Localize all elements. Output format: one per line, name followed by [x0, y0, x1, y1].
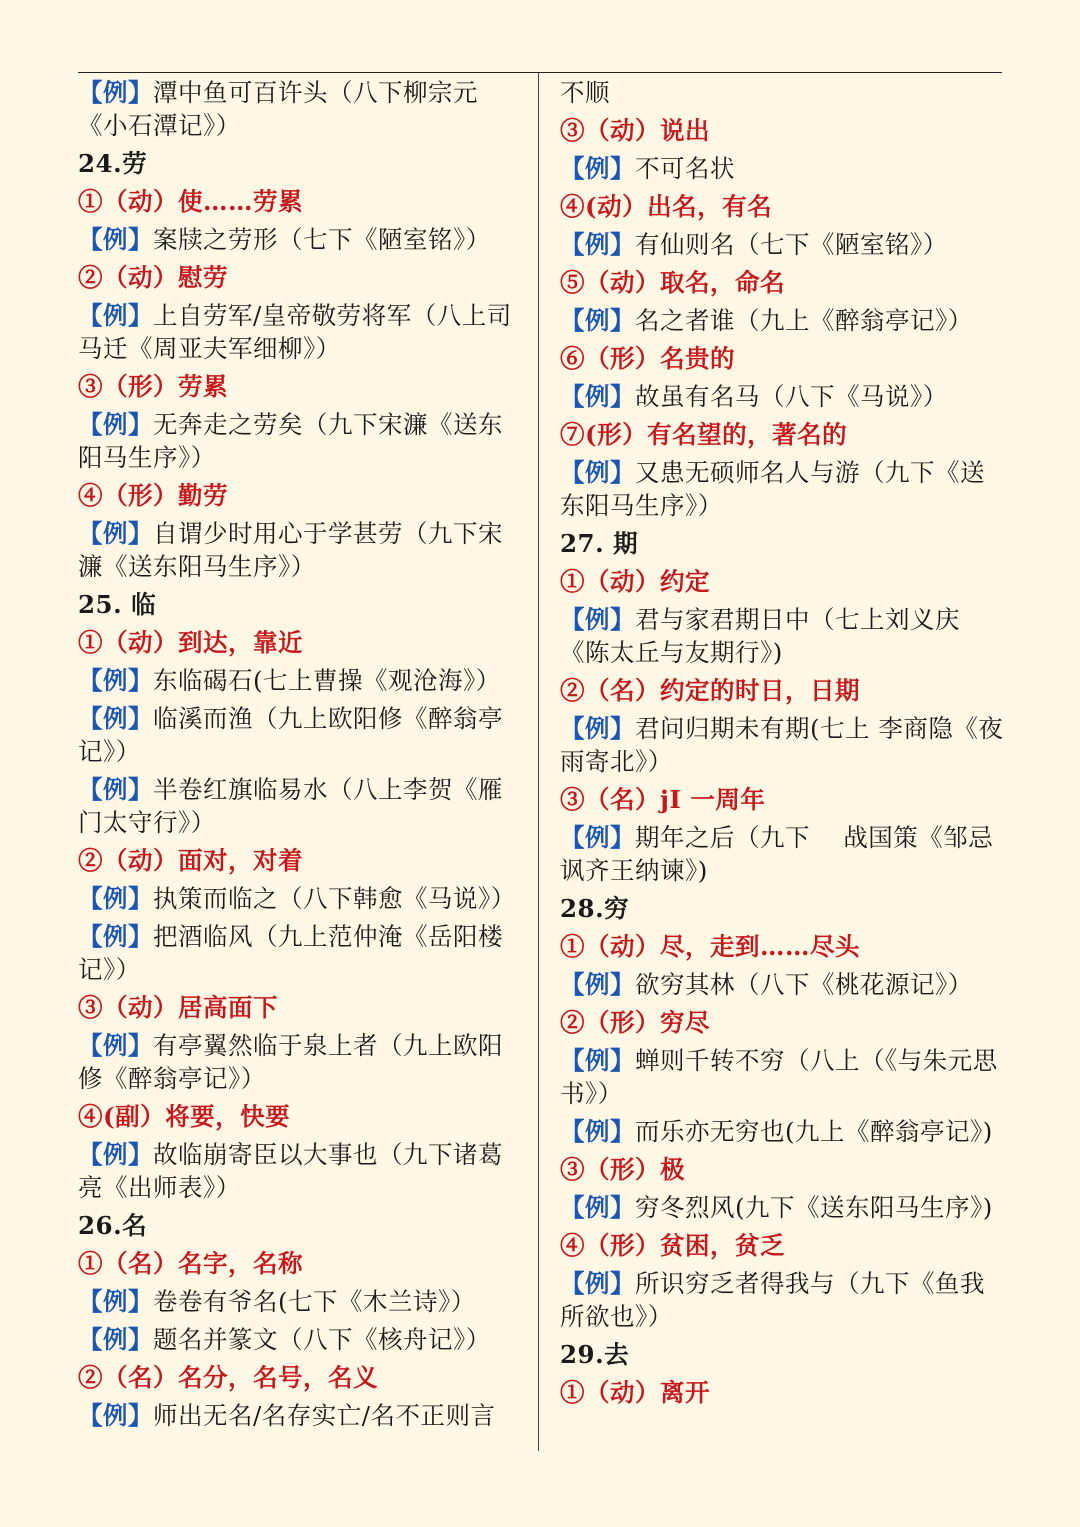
- example-text: 卷卷有爷名(七下《木兰诗》）: [153, 1287, 476, 1316]
- example-line: [560, 1044, 1006, 1110]
- example-tag: 【例】: [560, 458, 635, 487]
- left-column: [78, 76, 524, 1437]
- example-tag: 【例】: [560, 306, 635, 335]
- sense-line: ④(动）出名，有名: [560, 192, 773, 221]
- example-tag: 【例】: [78, 1287, 153, 1316]
- example-tag: 【例】: [78, 410, 153, 439]
- example-tag: 【例】: [78, 519, 153, 548]
- entry-heading: 26.名: [78, 1211, 148, 1240]
- top-rule: [78, 72, 1002, 73]
- sense-line: ①（名）名字，名称: [78, 1249, 303, 1278]
- example-line: [560, 821, 1006, 887]
- example-tag: 【例】: [560, 1193, 635, 1222]
- example-text: 师出无名/名存实亡/名不正则言: [153, 1401, 496, 1430]
- example-line: [560, 380, 1006, 413]
- example-line: [78, 664, 524, 697]
- example-line: [78, 1399, 524, 1432]
- example-text: 上自劳军/皇帝敬劳将军（八上司马迁《周亚夫军细柳》）: [78, 301, 512, 363]
- example-tag: 【例】: [78, 1031, 153, 1060]
- example-line: [560, 1191, 1006, 1224]
- example-line: [560, 712, 1006, 778]
- entry-heading: 25. 临: [78, 590, 157, 619]
- example-text: 执策而临之（八下韩愈《马说》）: [153, 884, 516, 913]
- example-text: 又患无硕师名人与游（九下《送东阳马生序》）: [560, 458, 985, 520]
- example-text: 不可名状: [635, 154, 735, 183]
- sense-line: ③（形）极: [560, 1155, 685, 1184]
- example-text: 潭中鱼可百许头（八下柳宗元《小石潭记》）: [78, 78, 478, 140]
- entry-heading: 27. 期: [560, 529, 639, 558]
- example-line: [560, 1267, 1006, 1333]
- right-column: [560, 76, 1006, 1414]
- example-tag: 【例】: [78, 1325, 153, 1354]
- sense-line: ④（形）贫困，贫乏: [560, 1231, 785, 1260]
- example-text: 有亭翼然临于泉上者（九上欧阳修《醉翁亭记》）: [78, 1031, 503, 1093]
- example-tag: 【例】: [560, 1269, 635, 1298]
- example-line: [78, 76, 524, 142]
- example-text: 自谓少时用心于学甚劳（九下宋濂《送东阳马生序》）: [78, 519, 503, 581]
- sense-line: ②（名）约定的时日，日期: [560, 676, 860, 705]
- example-line: [78, 773, 524, 839]
- example-tag: 【例】: [560, 714, 635, 743]
- example-tag: 【例】: [78, 884, 153, 913]
- example-tag: 【例】: [560, 1046, 635, 1075]
- example-line: [560, 968, 1006, 1001]
- example-line: [78, 223, 524, 256]
- example-line: [78, 920, 524, 986]
- example-tag: 【例】: [78, 922, 153, 951]
- example-line: [78, 1285, 524, 1318]
- example-line: [78, 1029, 524, 1095]
- sense-line: ②（名）名分，名号，名义: [78, 1363, 378, 1392]
- example-text: 所识穷乏者得我与（九下《鱼我所欲也》）: [560, 1269, 985, 1331]
- example-line: [78, 517, 524, 583]
- example-text: 案牍之劳形（七下《陋室铭》）: [153, 225, 491, 254]
- example-tag: 【例】: [78, 78, 153, 107]
- sense-line: ①（动）使……劳累: [78, 187, 303, 216]
- sense-line: ⑦(形）有名望的，著名的: [560, 420, 848, 449]
- example-text: 题名并篆文（八下《核舟记》）: [153, 1325, 491, 1354]
- sense-line: ②（形）穷尽: [560, 1008, 710, 1037]
- example-tag: 【例】: [78, 775, 153, 804]
- example-line: [78, 1323, 524, 1356]
- sense-line: ③（动）居高面下: [78, 993, 278, 1022]
- sense-line: ④(副）将要，快要: [78, 1102, 291, 1131]
- example-tag: 【例】: [560, 970, 635, 999]
- example-line: [560, 228, 1006, 261]
- column-divider: [538, 73, 539, 1451]
- sense-line: ⑤（动）取名，命名: [560, 268, 785, 297]
- example-line: [560, 152, 1006, 185]
- sense-line: ①（动）约定: [560, 567, 710, 596]
- example-text: 临溪而渔（九上欧阳修《醉翁亭记》）: [78, 704, 503, 766]
- example-line: [78, 882, 524, 915]
- example-tag: 【例】: [560, 1117, 635, 1146]
- example-text: 穷冬烈风(九下《送东阳马生序》): [635, 1193, 993, 1222]
- sense-line: ④（形）勤劳: [78, 481, 228, 510]
- example-text: 无奔走之劳矣（九下宋濂《送东阳马生序》）: [78, 410, 503, 472]
- example-line: [560, 456, 1006, 522]
- example-tag: 【例】: [78, 704, 153, 733]
- example-tag: 【例】: [78, 301, 153, 330]
- example-line: [78, 299, 524, 365]
- example-tag: 【例】: [78, 1401, 153, 1430]
- example-text: 蝉则千转不穷（八上（《与朱元思书》）: [560, 1046, 998, 1108]
- example-text: 有仙则名（七下《陋室铭》）: [635, 230, 948, 259]
- example-text: 东临碣石(七上曹操《观沧海》）: [153, 666, 501, 695]
- continuation-line: 不顺: [560, 78, 610, 107]
- example-text: 君与家君期日中（七上刘义庆《陈太丘与友期行》): [560, 605, 960, 667]
- example-text: 而乐亦无穷也(九上《醉翁亭记》): [635, 1117, 993, 1146]
- example-line: [78, 702, 524, 768]
- sense-line: ②（动）慰劳: [78, 263, 228, 292]
- example-tag: 【例】: [560, 823, 635, 852]
- example-tag: 【例】: [560, 230, 635, 259]
- example-line: [560, 304, 1006, 337]
- example-text: 君问归期未有期(七上 李商隐《夜雨寄北》）: [560, 714, 1004, 776]
- sense-line: ⑥（形）名贵的: [560, 344, 735, 373]
- sense-line: ③（名）jI 一周年: [560, 785, 766, 814]
- example-text: 欲穷其林（八下《桃花源记》）: [635, 970, 973, 999]
- entry-heading: 29.去: [560, 1340, 630, 1369]
- sense-line: ①（动）离开: [560, 1378, 710, 1407]
- example-text: 名之者谁（九上《醉翁亭记》）: [635, 306, 973, 335]
- sense-line: ①（动）到达，靠近: [78, 628, 303, 657]
- example-tag: 【例】: [560, 154, 635, 183]
- example-line: [560, 1115, 1006, 1148]
- example-line: [78, 408, 524, 474]
- sense-line: ②（动）面对，对着: [78, 846, 303, 875]
- example-text: 故虽有名马（八下《马说》）: [635, 382, 948, 411]
- example-text: 期年之后（九下 战国策《邹忌讽齐王纳谏》): [560, 823, 994, 885]
- sense-line: ③（形）劳累: [78, 372, 228, 401]
- example-tag: 【例】: [78, 225, 153, 254]
- example-line: [78, 1138, 524, 1204]
- example-tag: 【例】: [78, 1140, 153, 1169]
- example-text: 故临崩寄臣以大事也（九下诸葛亮《出师表》）: [78, 1140, 503, 1202]
- entry-heading: 24.劳: [78, 149, 148, 178]
- example-tag: 【例】: [78, 666, 153, 695]
- example-tag: 【例】: [560, 605, 635, 634]
- sense-line: ③（动）说出: [560, 116, 710, 145]
- example-text: 半卷红旗临易水（八上李贺《雁门太守行》）: [78, 775, 503, 837]
- entry-heading: 28.穷: [560, 894, 630, 923]
- example-line: [560, 603, 1006, 669]
- example-tag: 【例】: [560, 382, 635, 411]
- sense-line: ①（动）尽，走到……尽头: [560, 932, 860, 961]
- example-text: 把酒临风（九上范仲淹《岳阳楼记》）: [78, 922, 503, 984]
